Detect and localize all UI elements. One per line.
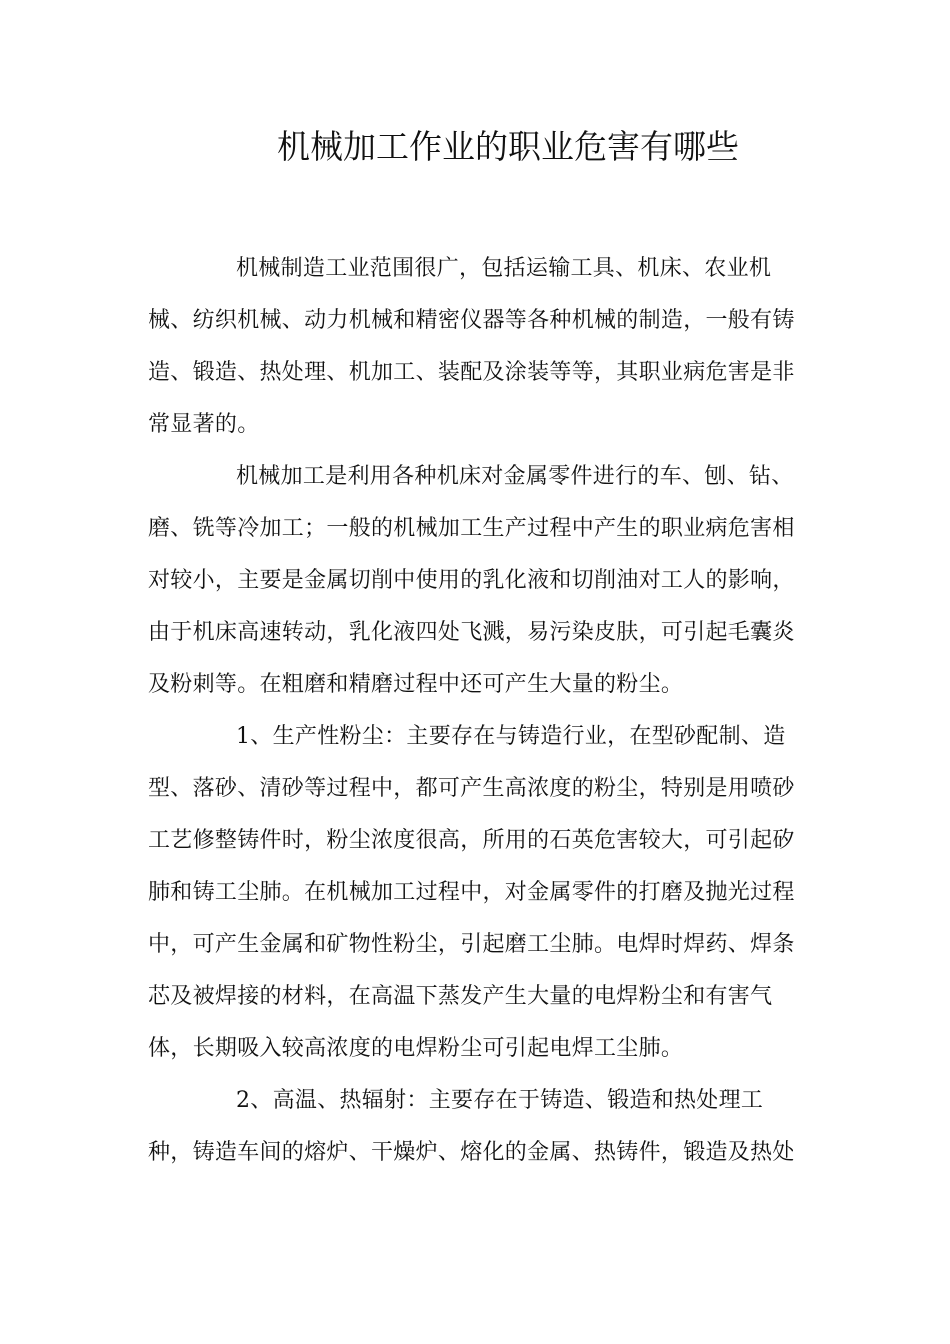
document-title: 机械加工作业的职业危害有哪些 <box>277 127 739 166</box>
paragraph-machining: 机械加工是利用各种机床对金属零件进行的车、刨、钻、磨、铣等冷加工；一般的机械加工生产过程中产生的职业病危害相对较小，主要是金属切削中使用的乳化液和切削油对工人的影响，由于机床高速转动，乳化液四处飞溅，易污染皮肤，可引起毛囊炎及粉刺等。在粗磨和精磨过程中还可产生大量的粉尘。 <box>148 464 795 697</box>
paragraph-intro: 机械制造工业范围很广，包括运输工具、机床、农业机械、纺织机械、动力机械和精密仪器等各种机械的制造，一般有铸造、锻造、热处理、机加工、装配及涂装等等，其职业病危害是非常显著的。 <box>148 256 795 437</box>
paragraph-dust: 1、生产性粉尘：主要存在与铸造行业，在型砂配制、造型、落砂、清砂等过程中，都可产生高浓度的粉尘，特别是用喷砂工艺修整铸件时，粉尘浓度很高，所用的石英危害较大，可引起矽肺和铸工尘肺。在机械加工过程中，对金属零件的打磨及抛光过程中，可产生金属和矿物性粉尘，引起磨工尘肺。电焊时焊药、焊条芯及被焊接的材料，在高温下蒸发产生大量的电焊粉尘和有害气体，长期吸入较高浓度的电焊粉尘可引起电焊工尘肺。 <box>148 724 795 1061</box>
paragraph-heat: 2、高温、热辐射：主要存在于铸造、锻造和热处理工种，铸造车间的熔炉、干燥炉、熔化的金属、热铸件，锻造及热处 <box>148 1088 795 1165</box>
document-body <box>148 243 803 1179</box>
